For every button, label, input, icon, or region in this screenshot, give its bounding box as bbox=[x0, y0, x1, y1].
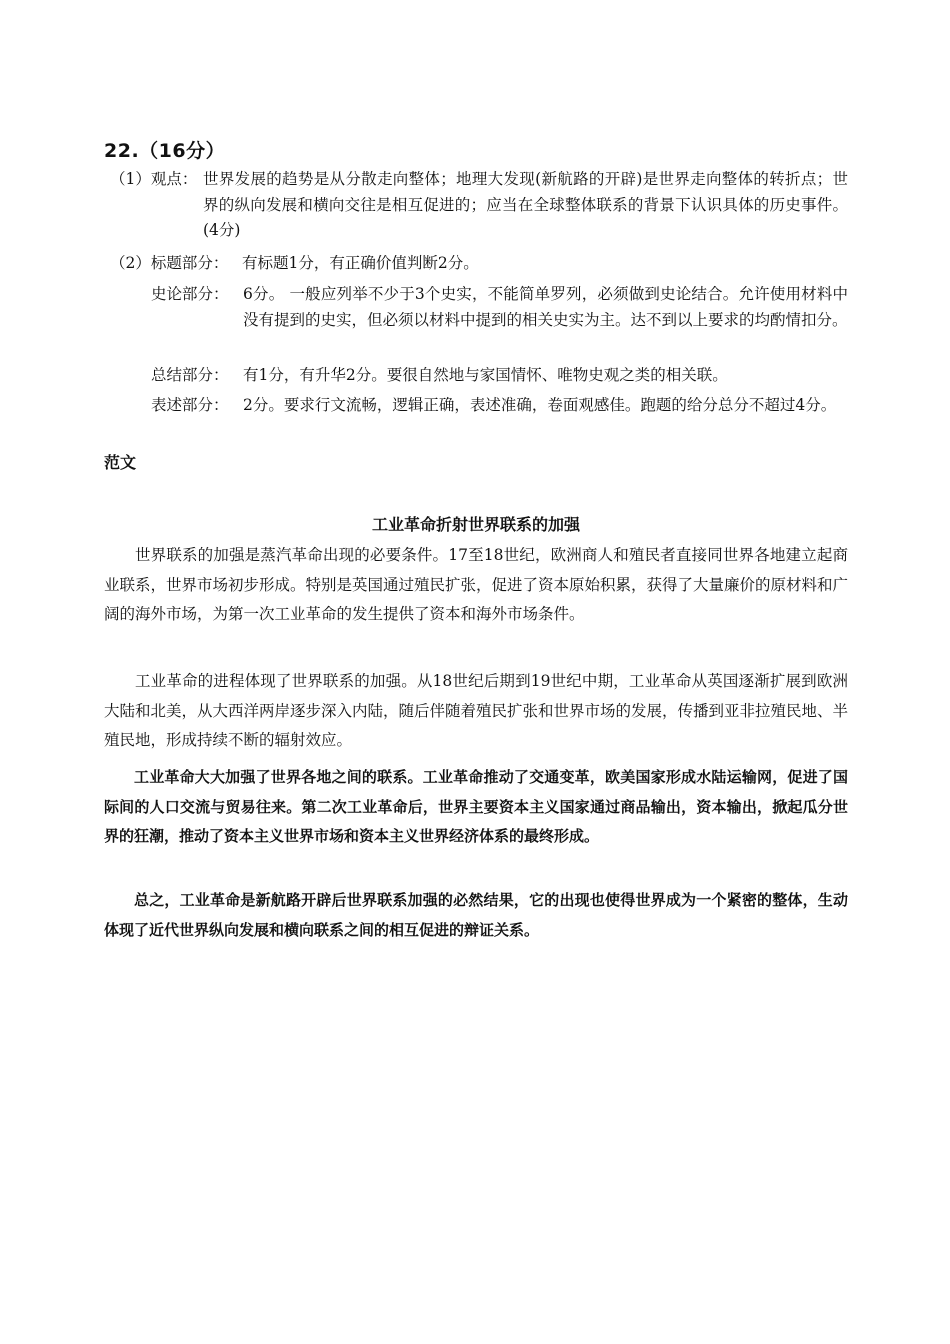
part2-history-label: 史论部分： bbox=[151, 285, 229, 303]
part2-history-section bbox=[151, 282, 848, 360]
essay-paragraph-1: 世界联系的加强是蒸汽革命出现的必要条件。17至18世纪，欧洲商人和殖民者直接同世界各地建立起商业联系，世界市场初步形成。特别是英国通过殖民扩张，促进了资本原始积累，获得了大量廉价的原材料和广阔的海外市场，为第一次工业革命的发生提供了资本和海外市场条件。 bbox=[104, 546, 849, 623]
part2-title-section bbox=[110, 251, 848, 277]
part2-expression-section bbox=[151, 393, 848, 445]
essay-paragraph-4: 总之，工业革命是新航路开辟后世界联系加强的必然结果，它的出现也使得世界成为一个紧密的整体，生动体现了近代世界纵向发展和横向联系之间的相互促进的辩证关系。 bbox=[104, 891, 848, 939]
part2-history-text: 6分。 一般应列举不少于3个史实，不能简单罗列，必须做到史论结合。允许使用材料中没有提到的史实，但必须以材料中提到的相关史实为主。达不到以上要求的均酌情扣分。 bbox=[243, 285, 848, 329]
part2-expression-text: 2分。要求行文流畅，逻辑正确，表述准确，卷面观感佳。跑题的给分总分不超过4分。 bbox=[243, 396, 837, 414]
part2-title-text: 有标题1分，有正确价值判断2分。 bbox=[242, 254, 479, 272]
sample-heading: 范文 bbox=[104, 453, 137, 472]
part2-title-label: （2）标题部分： bbox=[110, 254, 229, 272]
part1-label: （1）观点： bbox=[110, 170, 198, 188]
essay-paragraph-2: 工业革命的进程体现了世界联系的加强。从18世纪后期到19世纪中期，工业革命从英国逐渐扩展到欧洲大陆和北美，从大西洋两岸逐步深入内陆，随后伴随着殖民扩张和世界市场的发展，传播到亚非拉殖民地、半殖民地，形成持续不断的辐射效应。 bbox=[104, 672, 849, 749]
part1-text: 世界发展的趋势是从分散走向整体；地理大发现(新航路的开辟)是世界走向整体的转折点；世界的纵向发展和横向交往是相互促进的；应当在全球整体联系的背景下认识具体的历史事件。(4分) bbox=[203, 170, 848, 239]
part2-summary-label: 总结部分： bbox=[151, 366, 229, 384]
part1-viewpoint bbox=[110, 167, 848, 247]
part2-summary-text: 有1分，有升华2分。要很自然地与家国情怀、唯物史观之类的相关联。 bbox=[243, 366, 728, 384]
part2-expression-label: 表述部分： bbox=[151, 396, 229, 414]
essay-title: 工业革命折射世界联系的加强 bbox=[371, 515, 580, 534]
part2-summary-section bbox=[151, 363, 848, 389]
essay-paragraph-3: 工业革命大大加强了世界各地之间的联系。工业革命推动了交通变革，欧美国家形成水陆运输网，促进了国际间的人口交流与贸易往来。第二次工业革命后，世界主要资本主义国家通过商品输出，资本输出，掀起瓜分世界的狂潮，推动了资本主义世界市场和资本主义世界经济体系的最终形成。 bbox=[104, 768, 848, 845]
question-number: 22.（16分） bbox=[104, 140, 226, 162]
